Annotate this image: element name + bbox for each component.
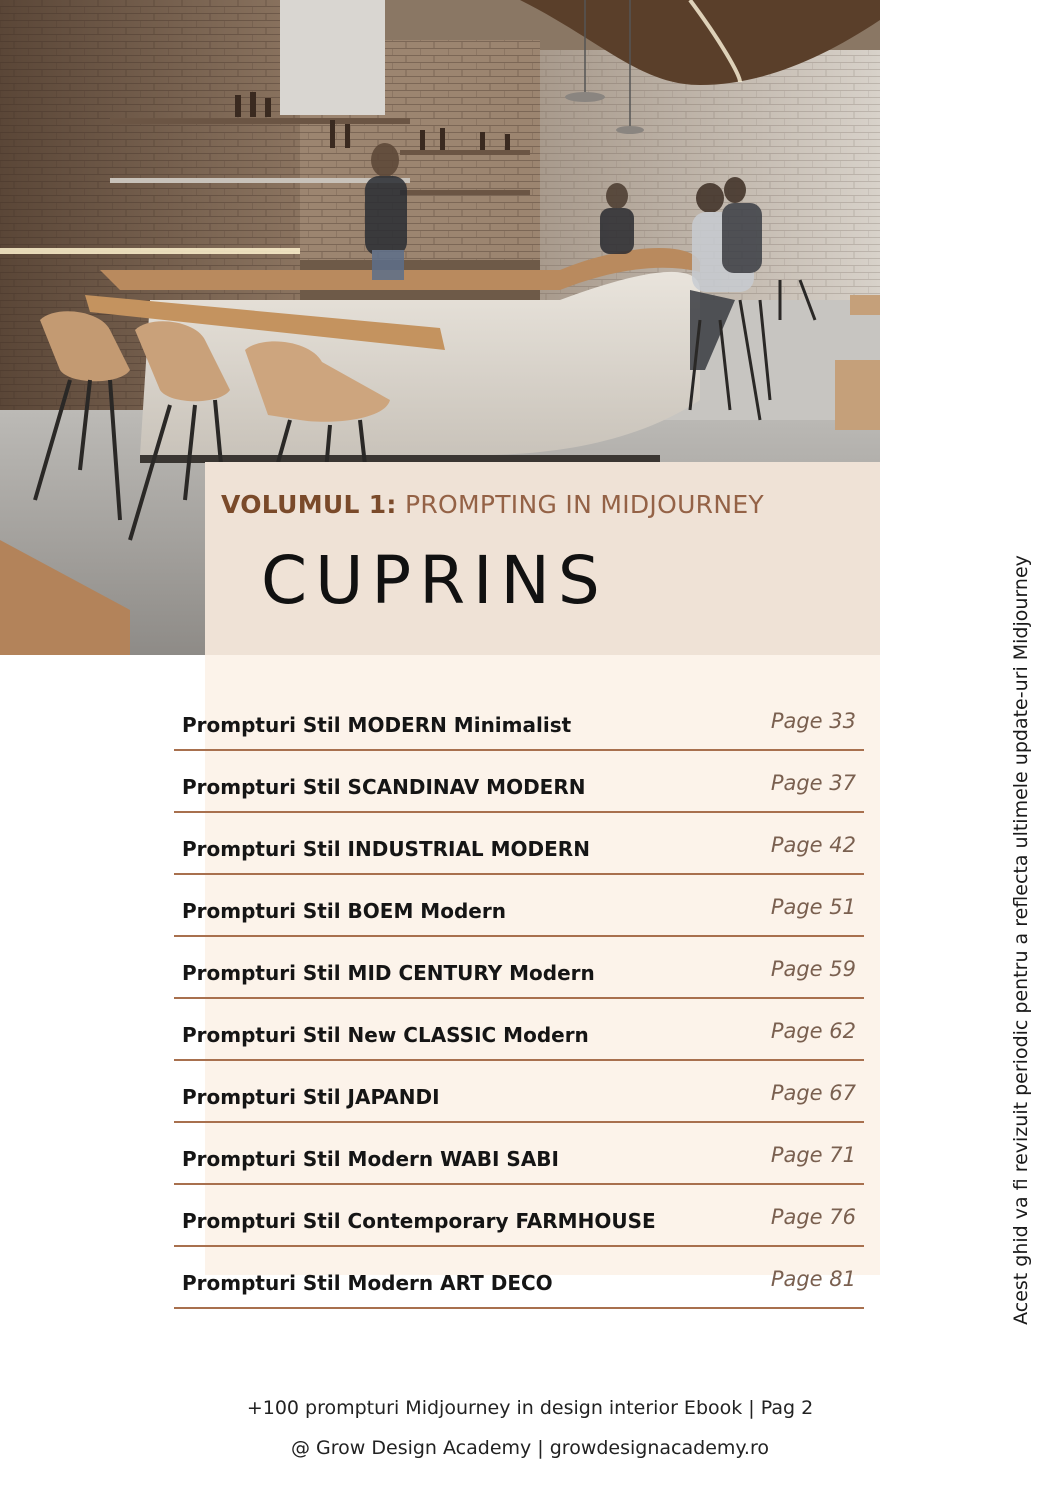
toc-item[interactable] <box>174 813 864 875</box>
toc-item-label: Prompturi Stil INDUSTRIAL MODERN <box>182 837 590 861</box>
toc-item[interactable] <box>174 751 864 813</box>
page-title: CUPRINS <box>261 542 608 619</box>
toc-item-page: Page 37 <box>770 771 856 795</box>
side-note: Acest ghid va fi revizuit periodic pentru a reflecta ultimele update-uri Midjourney <box>1010 555 1032 1325</box>
toc-item-page: Page 76 <box>770 1205 856 1229</box>
toc-item-label: Prompturi Stil MID CENTURY Modern <box>182 961 595 985</box>
toc-item[interactable] <box>174 937 864 999</box>
toc-item-page: Page 81 <box>770 1267 856 1291</box>
volume-label-bold: VOLUMUL 1: <box>221 490 397 519</box>
toc-item-page: Page 62 <box>770 1019 856 1043</box>
toc-item-page: Page 59 <box>770 957 856 981</box>
toc-item-page: Page 33 <box>770 709 856 733</box>
volume-subtitle <box>221 490 764 519</box>
toc-item[interactable] <box>174 875 864 937</box>
toc-item-label: Prompturi Stil BOEM Modern <box>182 899 506 923</box>
toc-item[interactable] <box>174 999 864 1061</box>
toc-item[interactable] <box>174 1185 864 1247</box>
footer-line-2: @ Grow Design Academy | growdesignacademy.ro <box>291 1437 769 1459</box>
toc-item-page: Page 67 <box>770 1081 856 1105</box>
toc-item-label: Prompturi Stil JAPANDI <box>182 1085 440 1109</box>
toc-item-label: Prompturi Stil Contemporary FARMHOUSE <box>182 1209 656 1233</box>
toc-item-page: Page 42 <box>770 833 856 857</box>
footer-line-1: +100 prompturi Midjourney in design interior Ebook | Pag 2 <box>246 1397 814 1419</box>
toc-item-label: Prompturi Stil SCANDINAV MODERN <box>182 775 586 799</box>
toc-item-label: Prompturi Stil Modern WABI SABI <box>182 1147 559 1171</box>
toc-item-page: Page 51 <box>770 895 856 919</box>
toc-item-label: Prompturi Stil Modern ART DECO <box>182 1271 553 1295</box>
toc-item-page: Page 71 <box>770 1143 856 1167</box>
toc-item[interactable] <box>174 1061 864 1123</box>
toc-item[interactable] <box>174 1247 864 1309</box>
toc-item[interactable] <box>174 1123 864 1185</box>
toc-item-label: Prompturi Stil New CLASSIC Modern <box>182 1023 589 1047</box>
volume-label-rest: PROMPTING IN MIDJOURNEY <box>404 490 765 519</box>
toc-item[interactable] <box>174 690 864 751</box>
title-box <box>205 462 880 655</box>
toc-item-label: Prompturi Stil MODERN Minimalist <box>182 713 572 737</box>
table-of-contents <box>174 690 864 1309</box>
